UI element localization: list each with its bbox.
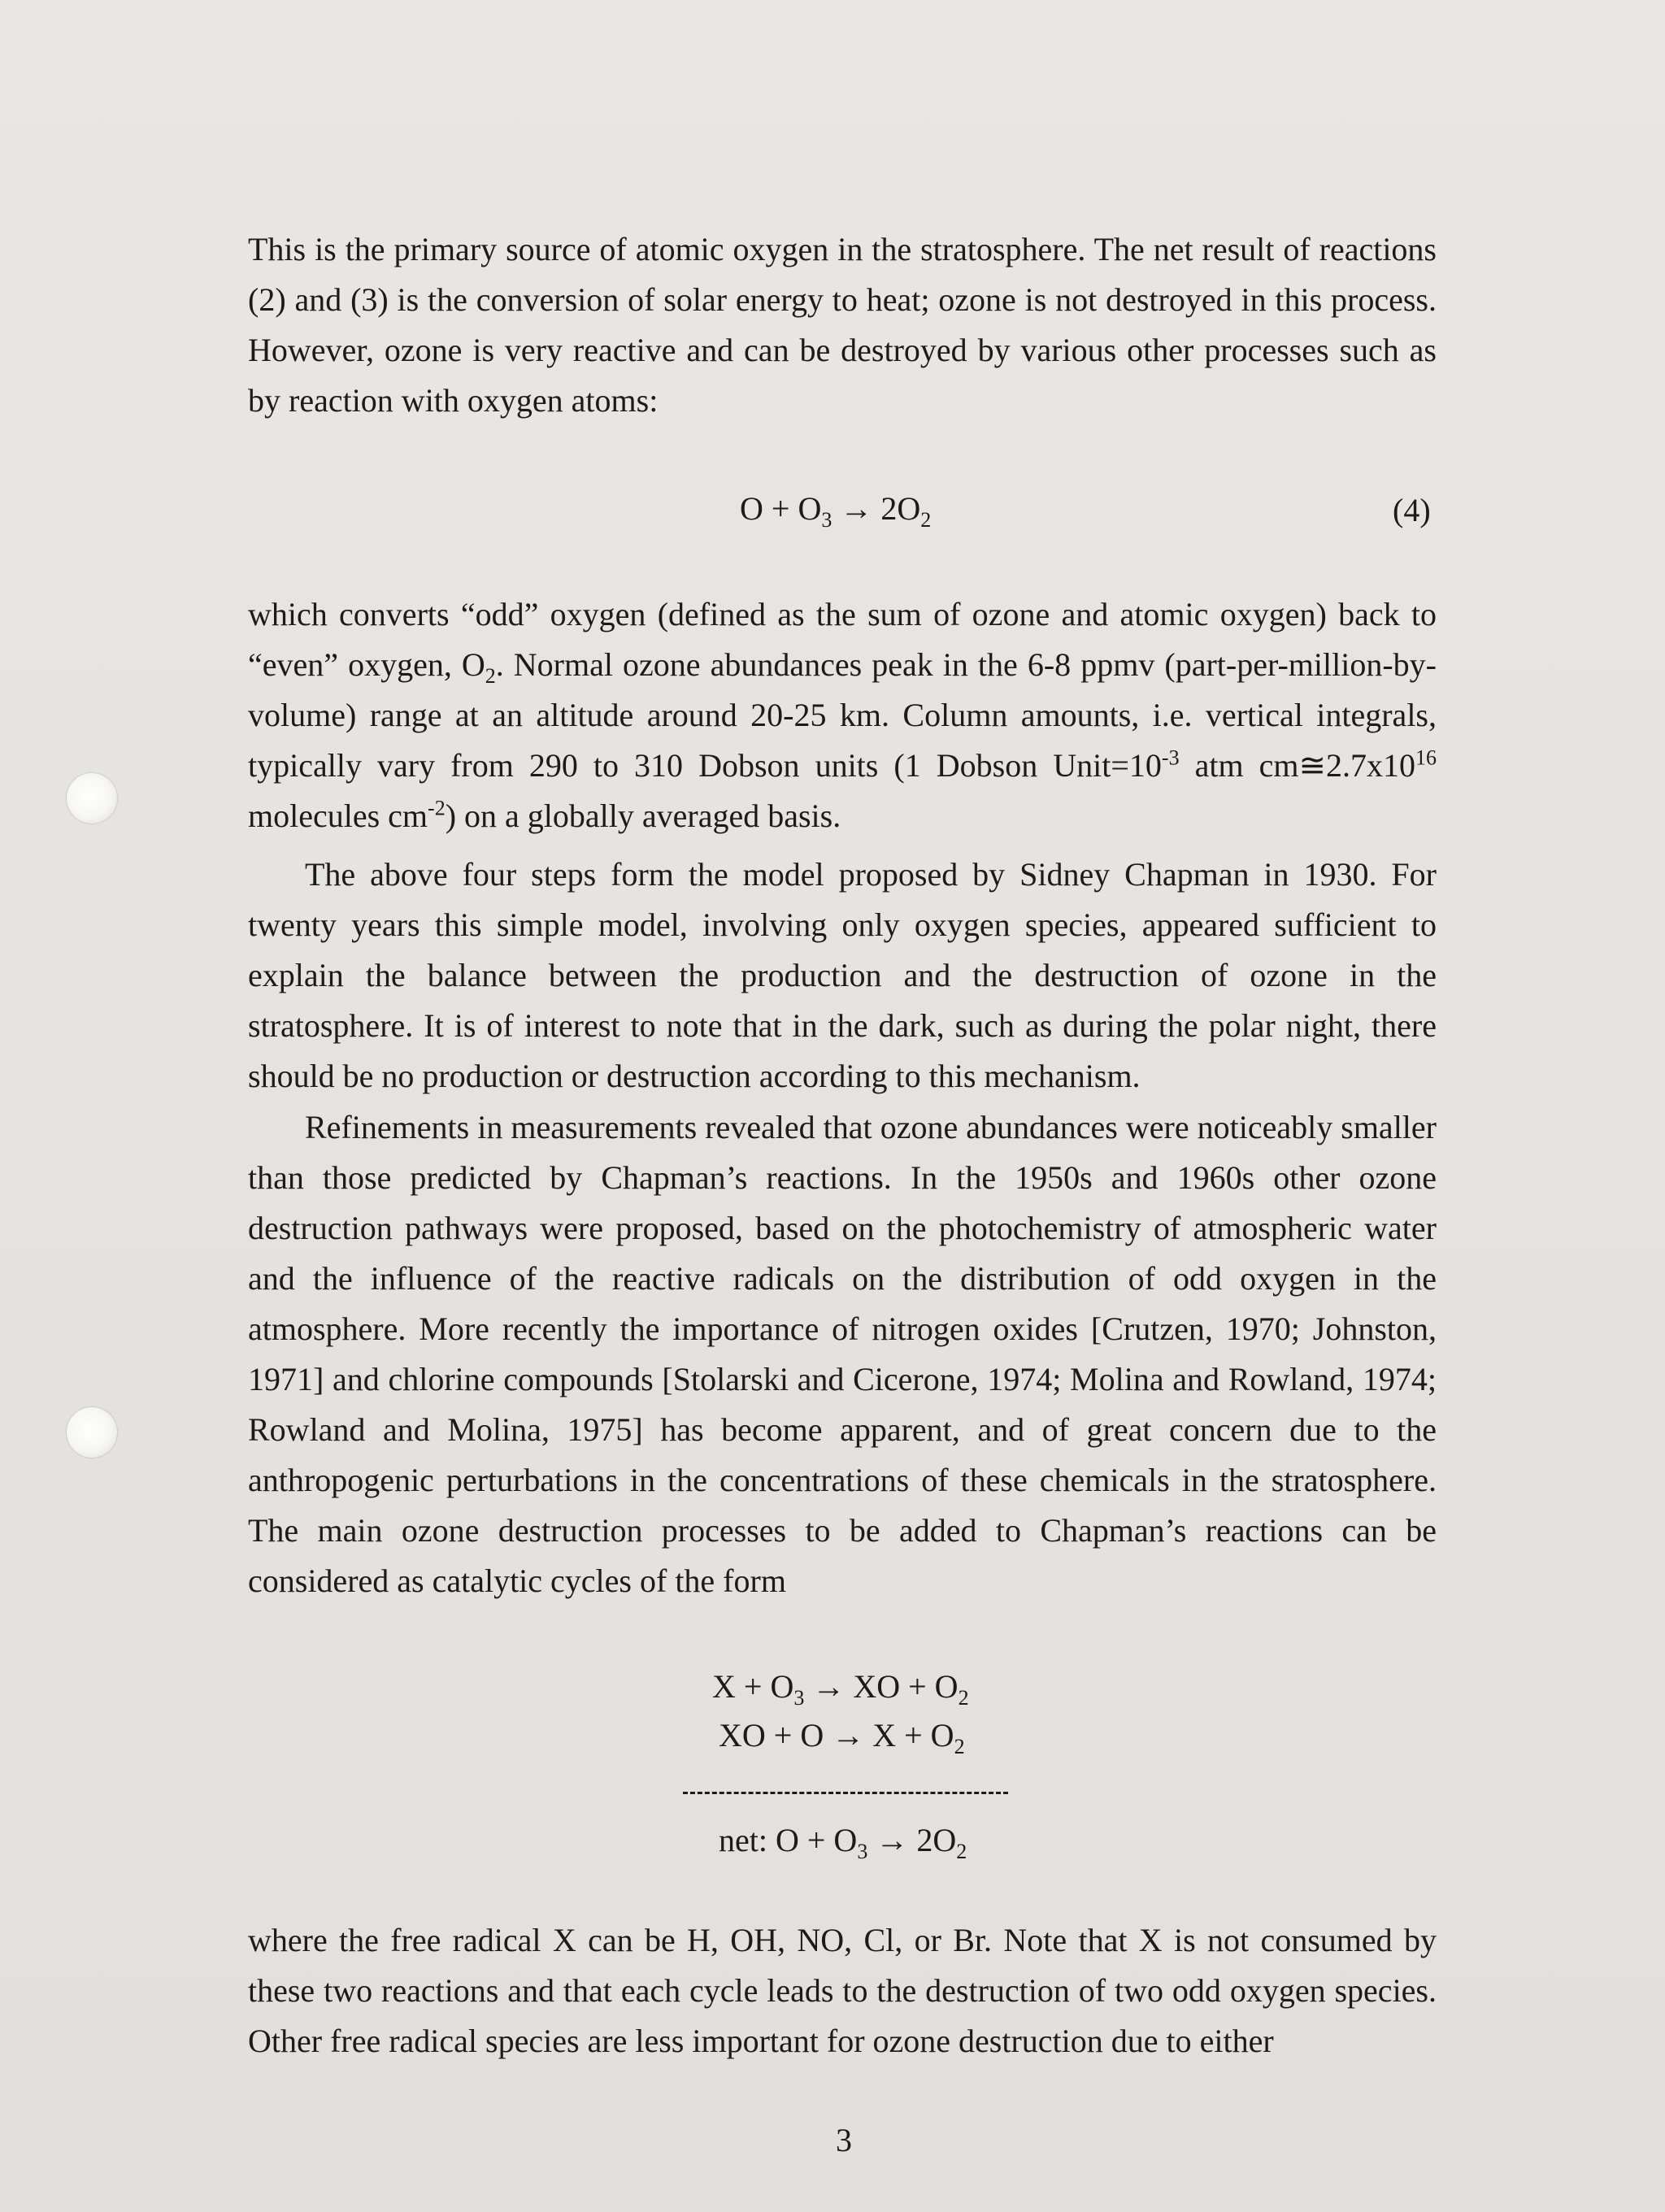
equation-4: $O + O_3 \to 2O_2$ xyxy=(740,490,932,532)
cycle-net-reaction: net: $O + O_3 \to 2O_2$ xyxy=(719,1822,967,1863)
paragraph-free-radicals: where the free radical X can be H, OH, NO, Cl, or Br. Note that X is not consumed by these two reactions and that each cycle leads to the destruction of two odd oxygen species. Other free radical species are less important for ozone destruction due to either xyxy=(248,1922,1437,2059)
cycle-reaction-1: $X + O_3$ → XO + $O_2$ xyxy=(712,1668,969,1710)
binder-hole-upper xyxy=(67,773,117,824)
cycle-reaction-2: XO + $O \to X + O_2$ xyxy=(719,1717,965,1758)
page-number: 3 xyxy=(836,2122,852,2158)
paragraph-chapman-model: The above four steps form the model proposed by Sidney Chapman in 1930. For twenty years this simple model, involving only oxygen species, appeared sufficient to explain the balance between the production and the destruction of ozone in the stratosphere. It is of interest to note that in the dark, such as during the polar night, there should be no production or destruction according to this mechanism. xyxy=(248,856,1437,1094)
paragraph-atomic-oxygen-source: This is the primary source of atomic oxygen in the stratosphere. The net result of reactions (2) and (3) is the conversion of solar energy to heat; ozone is not destroyed in this process. However, ozone is very reactive and can be destroyed by various other processes such as by reaction with oxygen atoms: xyxy=(248,231,1437,419)
equation-number-4: (4) xyxy=(1393,492,1431,528)
binder-hole-lower xyxy=(67,1407,117,1458)
paragraph-refinements: Refinements in measurements revealed that ozone abundances were noticeably smaller than those predicted by Chapman’s reactions. In the 1950s and 1960s other ozone destruction pathways were proposed, based on the photochemistry of atmospheric water and the influence of the reactive radicals on the distribution of odd oxygen in the atmosphere. More recently the importance of nitrogen oxides [Crutzen, 1970; Johnston, 1971] and chlorine compounds [Stolarski and Cicerone, 1974; Molina and Rowland, 1974; Rowland and Molina, 1975] has become apparent, and of great concern due to the anthropogenic perturbations in the concentrations of these chemicals in the stratosphere. The main ozone destruction processes to be added to Chapman’s reactions can be considered as catalytic cycles of the form xyxy=(248,1109,1437,1599)
cycle-divider xyxy=(683,1792,1008,1794)
paragraph-odd-oxygen: which converts “odd” oxygen (defined as the sum of ozone and atomic oxygen) back to “even” oxygen, $O_2$. Normal ozone abundances peak in the 6-8 ppmv (part-per-million-by-volume) range at an altitude around 20-25 km. Column amounts, i.e. vertical integrals, typically vary from 290 to 310 Dobson units (1 Dobson $Unit=10^{-3}$ atm $cm≅2.7x10^{16}$ molecules $cm^{-2}$) on a globally averaged basis. xyxy=(248,596,1437,834)
